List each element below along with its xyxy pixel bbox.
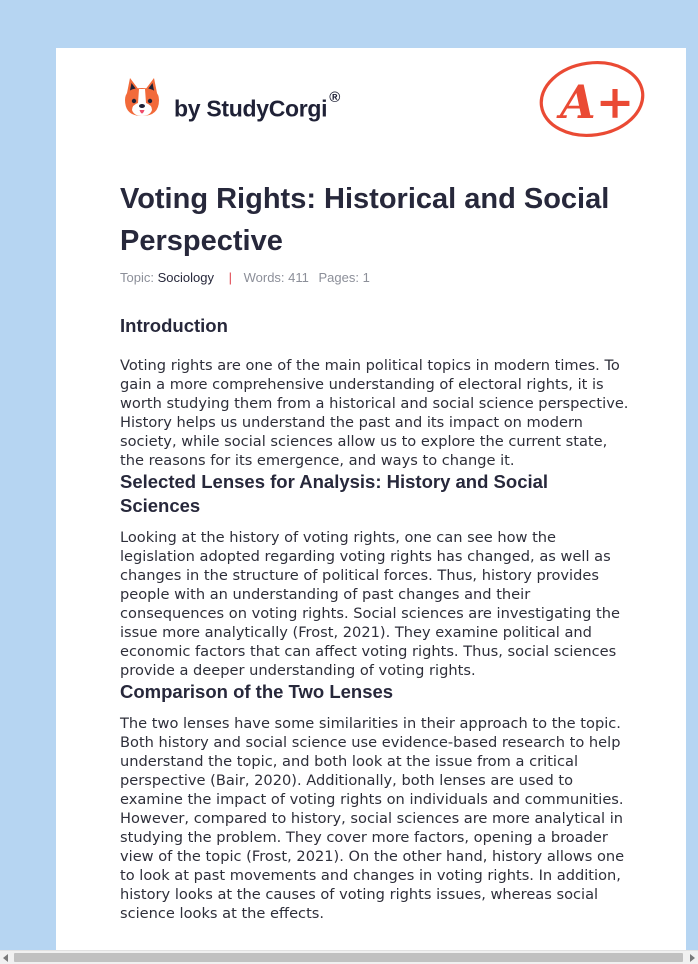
section-paragraph-comparison: The two lenses have some similarities in their approach to the topic. Both history and social science use evidence-based research to help understand the topic, and both look at the issue from a critical perspective (Bair, 2020). Additionally, both lenses are used to examine the impact of voting rights on individuals and communities. However, compared to history, social sciences are more analytical in studying the problem. They cover more factors, opening a broader view of the topic (Frost, 2021). On the other hand, history allows one to look at past movements and changes in voting rights. In addition, history looks at the causes of voting rights issues, whereas social science looks at the effects.: [120, 715, 625, 922]
scroll-right-arrow-icon[interactable]: [690, 954, 695, 962]
corgi-logo-icon: [122, 76, 162, 122]
horizontal-scrollbar[interactable]: [0, 950, 698, 964]
topic-label: Topic:: [120, 270, 154, 285]
section-heading-comparison: Comparison of the Two Lenses: [120, 681, 394, 702]
page-count: Pages: 1: [318, 270, 370, 285]
document-meta: [120, 270, 370, 285]
section-paragraph-introduction: Voting rights are one of the main political topics in modern times. To gain a more comprehensive understanding of electoral rights, it is worth studying them from a historical and social science perspective. History helps us understand the past and its impact on modern society, while social sciences allow us to explore the current state, the reasons for its emergence, and ways to change it.: [120, 357, 629, 469]
grade-a-plus-icon: [538, 60, 648, 140]
topic-link[interactable]: Sociology: [157, 270, 214, 285]
scrollbar-thumb[interactable]: [14, 953, 683, 962]
section-heading-introduction: Introduction: [120, 315, 228, 336]
scroll-left-arrow-icon[interactable]: [3, 954, 8, 962]
document-page: [56, 48, 686, 950]
meta-separator: |: [228, 270, 232, 285]
section-paragraph-lenses: Looking at the history of voting rights, one can see how the legislation adopted regarding voting rights has changed, as well as changes in the structure of political forces. Thus, history provides people with an understanding of past changes and their consequences on voting rights. Social sciences are investigating the issue more analytically (Frost, 2021). They examine political and economic factors that can affect voting rights. Thus, social sciences provide a deeper understanding of voting rights.: [120, 529, 620, 679]
brand-name[interactable]: [174, 89, 341, 123]
brand-text: by StudyCorgi: [174, 95, 328, 122]
studycorgi-logo[interactable]: [122, 76, 162, 122]
grade-text: A+: [560, 75, 635, 129]
page-title: Voting Rights: Historical and Social Perspective: [120, 183, 610, 257]
word-count: Words: 411: [243, 270, 309, 285]
document-body: [120, 314, 632, 923]
registered-mark: ®: [329, 89, 341, 106]
section-heading-lenses: Selected Lenses for Analysis: History and Social Sciences: [120, 471, 549, 516]
